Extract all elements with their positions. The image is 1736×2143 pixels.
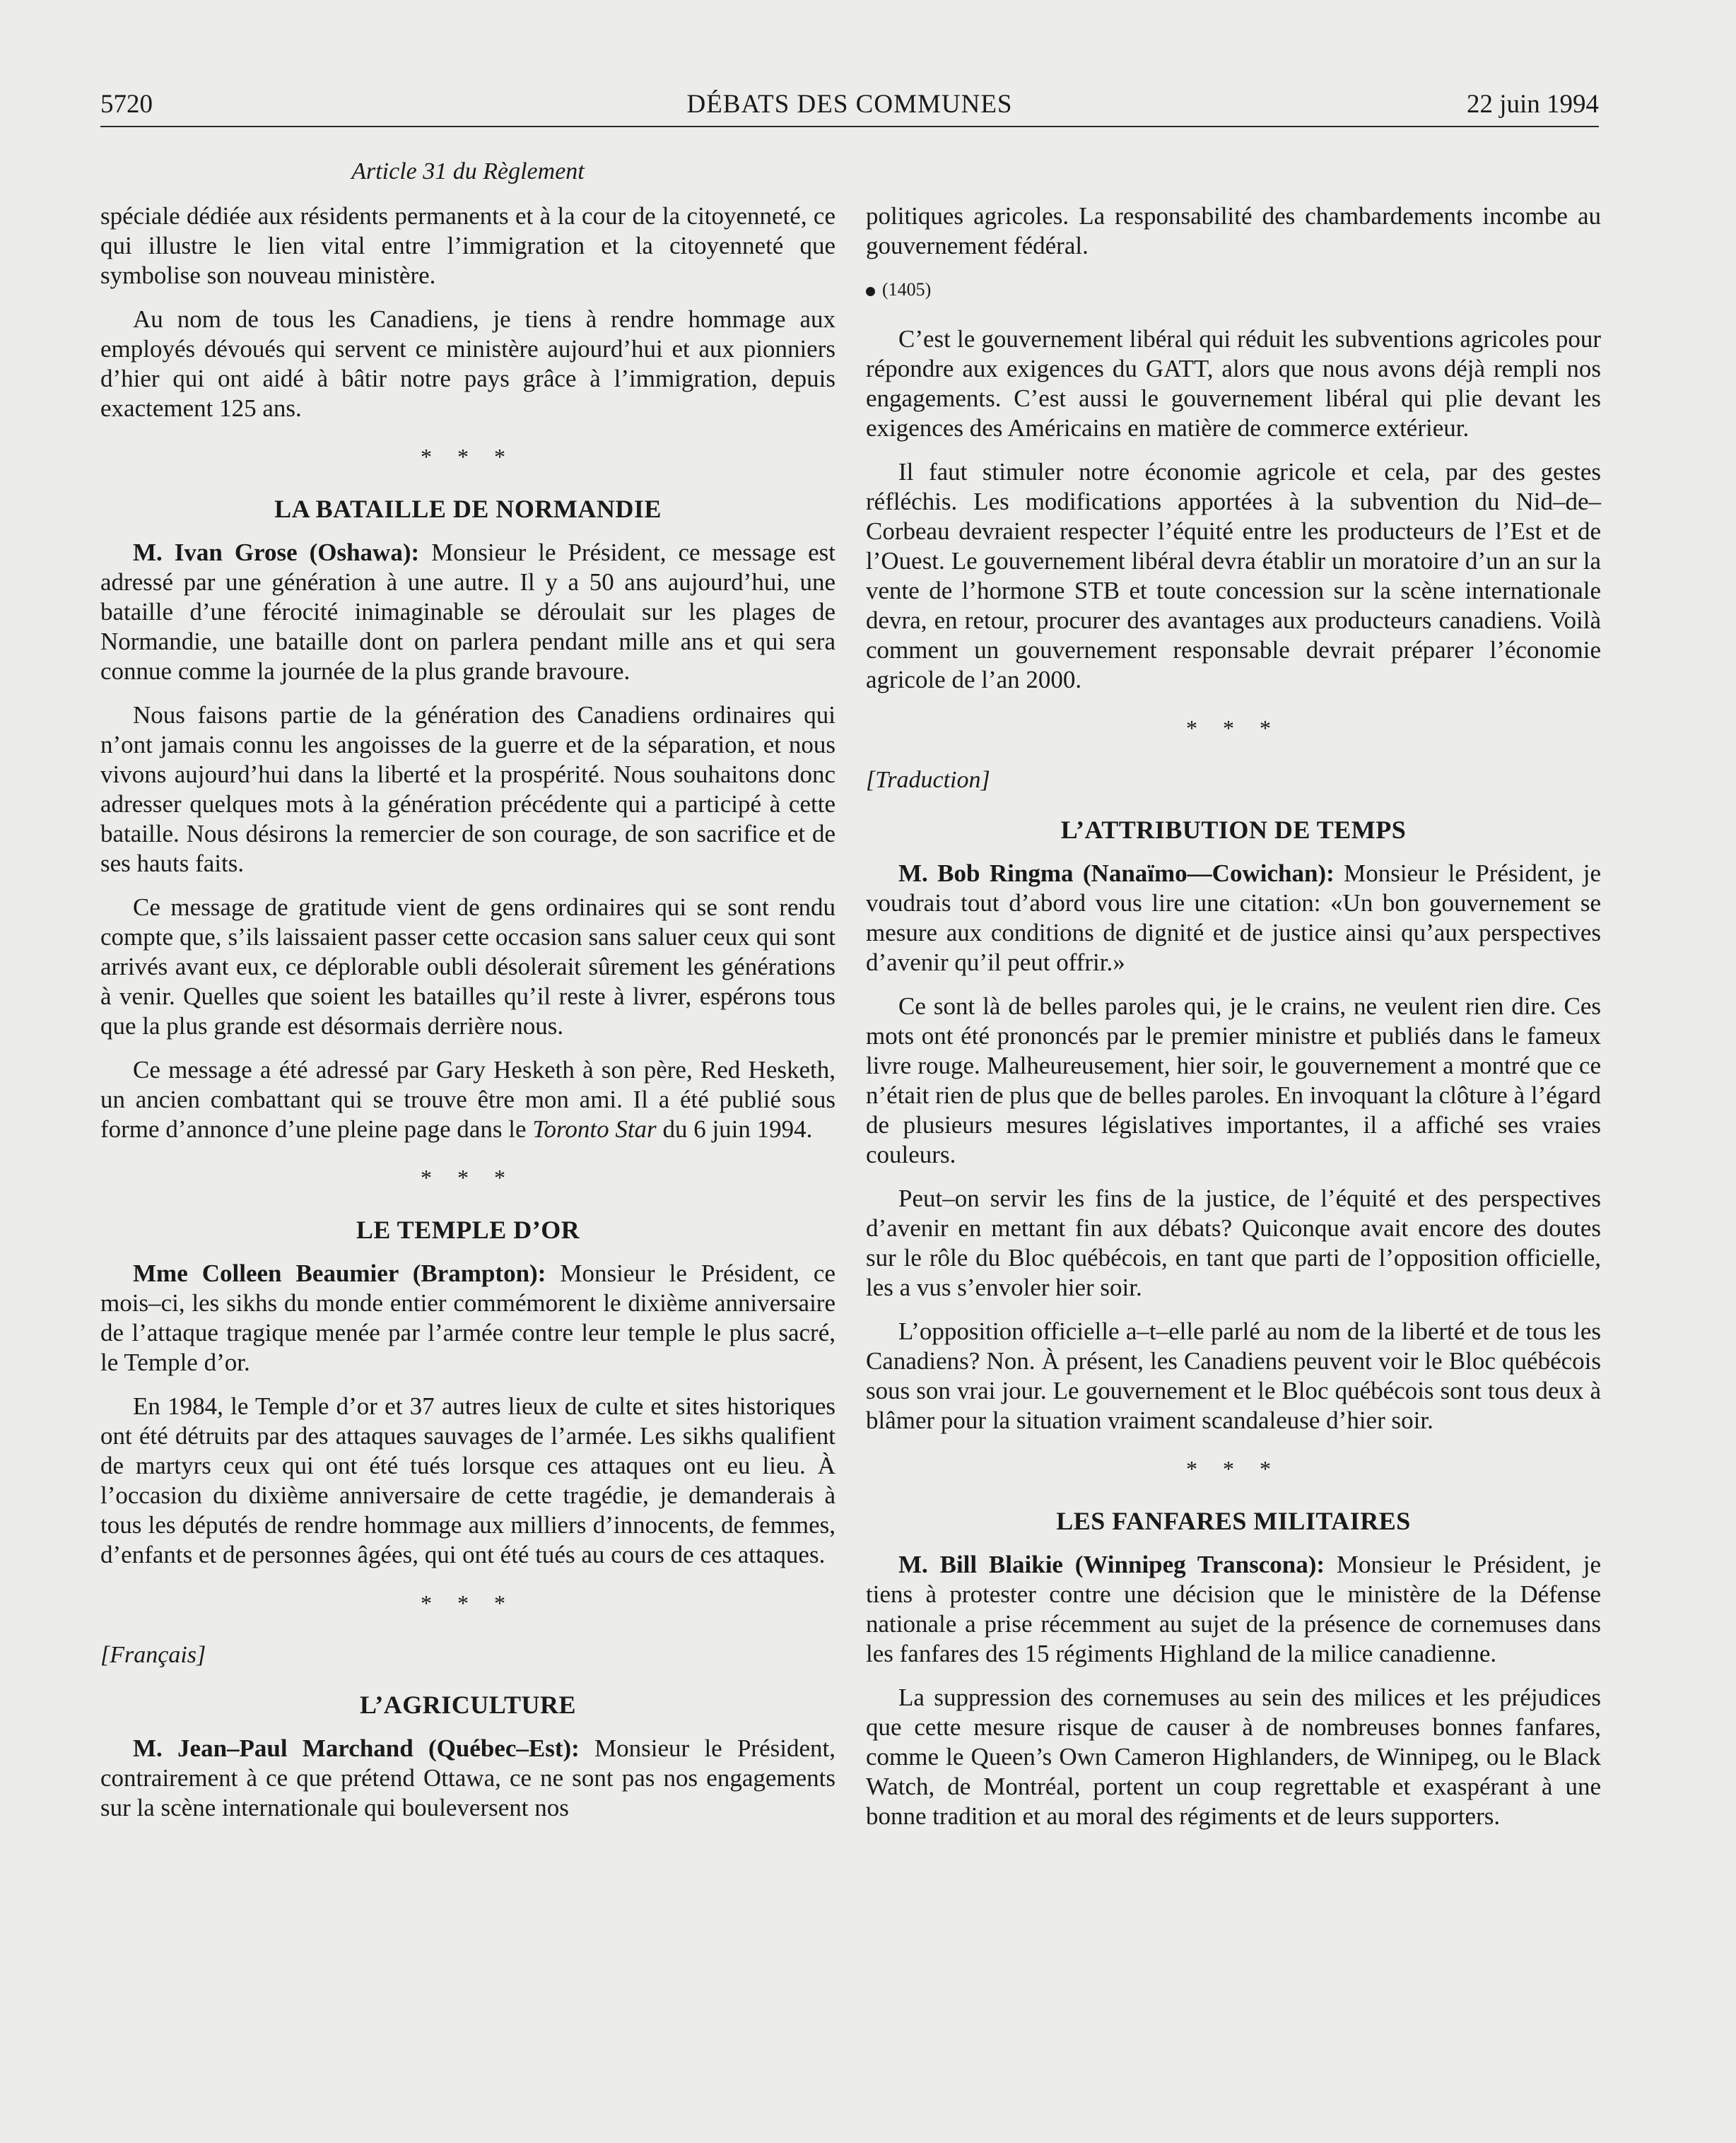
statement-paragraph <box>100 538 835 686</box>
paragraph: Ce sont là de belles paroles qui, je le crains, ne veulent rien dire. Ces mots ont été prononcés par le premier ministre et publiés dans le fameux livre rouge. Malheureusement, hier soir, le gouvernement a montré que ce n’était rien de plus que de belles paroles. En invoquant la clôture à l’égard de plusieurs mesures législatives importantes, il a affiché ses vraies couleurs. <box>866 992 1601 1168</box>
bullet-icon <box>866 287 875 296</box>
speaker-name: M. Ivan Grose (Oshawa): <box>133 539 420 566</box>
paragraph: Au nom de tous les Canadiens, je tiens à rendre hommage aux employés dévoués qui servent ce ministère aujourd’hui et aux pionniers d’hier qui ont aidé à bâtir notre pays grâce à l’immigration, depuis exactement 125 ans. <box>100 305 835 422</box>
language-marker: [Traduction] <box>866 767 990 793</box>
language-marker: [Français] <box>100 1642 206 1668</box>
page-header <box>100 79 1599 127</box>
newspaper-title: Toronto Star <box>532 1115 657 1143</box>
speaker-name: M. Jean–Paul Marchand (Québec–Est): <box>133 1734 580 1762</box>
paragraph: politiques agricoles. La responsabilité des chambardements incombe au gouvernement fédéral. <box>866 202 1601 259</box>
paragraph: En 1984, le Temple d’or et 37 autres lieux de culte et sites historiques ont été détruits par des attaques sauvages de l’armée. Les sikhs qualifient de martyrs ceux qui ont été tués lorsque ces attaques ont eu lieu. À l’occasion du dixième anniversaire de cette tragédie, je demanderais à tous les députés de rendre hommage aux milliers d’innocents, de femmes, d’enfants et de personnes âgées, qui ont été tués au cours de ces attaques. <box>100 1392 835 1568</box>
section-heading: LE TEMPLE D’OR <box>356 1216 580 1244</box>
statement-paragraph <box>100 1734 835 1823</box>
section-separator: * * * <box>421 1590 515 1616</box>
paragraph: Il faut stimuler notre économie agricole et cela, par des gestes réfléchis. Les modifications apportées à la subvention du Nid–de–Corbeau devraient respecter l’équité entre les producteurs de l’Est et de l’Ouest. Le gouvernement libéral devra établir un moratoire d’un an sur la vente de l’hormone STB et toute concession sur la scène internationale devra, en retour, procurer des avantages aux producteurs canadiens. Voilà comment un gouvernement responsable devrait préparer l’économie agricole de l’an 2000. <box>866 458 1601 693</box>
section-heading: LES FANFARES MILITAIRES <box>1056 1507 1411 1535</box>
paragraph: spéciale dédiée aux résidents permanents et à la cour de la citoyenneté, ce qui illustre le lien vital entre l’immigration et la citoyenneté que symbolise son nouveau ministère. <box>100 202 835 289</box>
statement-text: Monsieur le Président, contrairement à ce que prétend Ottawa, ce ne sont pas nos engagements sur la scène internationale qui bouleversent nos <box>100 1734 835 1821</box>
speaker-name: M. Bill Blaikie (Winnipeg Transcona): <box>898 1551 1325 1578</box>
time-stamp: (1405) <box>882 279 932 300</box>
statement-text: Monsieur le Président, je voudrais tout d’abord vous lire une citation: «Un bon gouvernement se mesure aux conditions de dignité et de justice ainsi qu’aux perspectives d’avenir qu’il peut offrir.» <box>866 859 1601 976</box>
section-separator: * * * <box>1186 1456 1281 1481</box>
speaker-name: M. Bob Ringma (Nanaïmo—Cowichan): <box>898 859 1335 887</box>
paragraph: Ce message de gratitude vient de gens ordinaires qui se sont rendu compte que, s’ils laissaient passer cette occasion sans saluer ceux qui sont arrivés avant eux, ce déplorable oubli désolerait sûrement les générations à venir. Quelles que soient les batailles qu’il reste à livrer, espérons tous que la plus grande est désormais derrière nous. <box>100 893 835 1040</box>
speaker-name: Mme Colleen Beaumier (Brampton): <box>133 1260 546 1287</box>
section-separator: * * * <box>421 444 515 469</box>
paragraph-text: Ce message a été adressé par Gary Hesketh à son père, Red Hesketh, un ancien combattant qui se trouve être mon ami. Il a été publié sous forme d’annonce d’une pleine page dans le <box>100 1056 835 1143</box>
paragraph: Nous faisons partie de la génération des Canadiens ordinaires qui n’ont jamais connu les angoisses de la guerre et de la séparation, et nous vivons aujourd’hui dans la liberté et la prospérité. Nous souhaitons donc adresser quelques mots à la génération précédente qui a participé à cette bataille. Nous désirons la remercier de son courage, de son sacrifice et de ses hauts faits. <box>100 701 835 877</box>
paragraph-text: du 6 juin 1994. <box>656 1115 813 1143</box>
paragraph: La suppression des cornemuses au sein des milices et les préjudices que cette mesure risque de causer à de nombreuses bonnes fanfares, comme le Queen’s Own Cameron Highlanders, de Winnipeg, ou le Black Watch, de Montréal, portent un coup regrettable et exaspérant à une bonne tradition et au moral des régiments et de leurs supporters. <box>866 1684 1601 1830</box>
section-heading: L’ATTRIBUTION DE TEMPS <box>1060 816 1407 844</box>
paragraph <box>100 1055 835 1144</box>
statement-text: Monsieur le Président, ce message est adressé par une génération à une autre. Il y a 50 ans aujourd’hui, une bataille d’une férocité inimaginable se déroulait sur les plages de Normandie, une bataille dont on parlera pendant mille ans et qui sera connue comme la journée de la plus grande bravoure. <box>100 539 835 685</box>
statement-paragraph <box>866 1550 1601 1669</box>
publication-date: 22 juin 1994 <box>1466 90 1599 119</box>
section-heading: L’AGRICULTURE <box>360 1691 576 1719</box>
publication-title: DÉBATS DES COMMUNES <box>686 90 1013 119</box>
standing-order-label: Article 31 du Règlement <box>351 158 585 184</box>
paragraph: L’opposition officielle a–t–elle parlé au nom de la liberté et de tous les Canadiens? Non. À présent, les Canadiens peuvent voir le Bloc québécois sous son vrai jour. Le gouvernement et le Bloc québécois sont tous deux à blâmer pour la situation vraiment scandaleuse d’hier soir. <box>866 1317 1601 1434</box>
page-number: 5720 <box>100 90 153 119</box>
paragraph: Peut–on servir les fins de la justice, de l’équité et des perspectives d’avenir en mettant fin aux débats? Quiconque avait encore des doutes sur le rôle du Bloc québécois, en tant que parti de l’opposition officielle, les a vus s’envoler hier soir. <box>866 1185 1601 1301</box>
right-column <box>866 201 1601 1845</box>
paragraph: C’est le gouvernement libéral qui réduit les subventions agricoles pour répondre aux exigences du GATT, alors que nous avons déjà rempli nos engagements. C’est aussi le gouvernement libéral qui plie devant les exigences des Américains en matière de commerce extérieur. <box>866 325 1601 442</box>
left-column <box>100 201 835 1837</box>
section-heading: LA BATAILLE DE NORMANDIE <box>274 495 662 523</box>
section-separator: * * * <box>421 1165 515 1190</box>
statement-paragraph <box>100 1259 835 1378</box>
statement-text: Monsieur le Président, je tiens à protester contre une décision que le ministère de la Défense nationale a prise récemment au sujet de la présence de cornemuses dans les fanfares des 15 régiments Highland de la milice canadienne. <box>866 1551 1601 1667</box>
statement-paragraph <box>866 859 1601 977</box>
section-separator: * * * <box>1186 715 1281 741</box>
time-marker <box>866 275 1601 305</box>
statement-text: Monsieur le Président, ce mois–ci, les sikhs du monde entier commémorent le dixième anniversaire de l’attaque tragique menée par l’armée contre leur temple le plus sacré, le Temple d’or. <box>100 1260 836 1376</box>
